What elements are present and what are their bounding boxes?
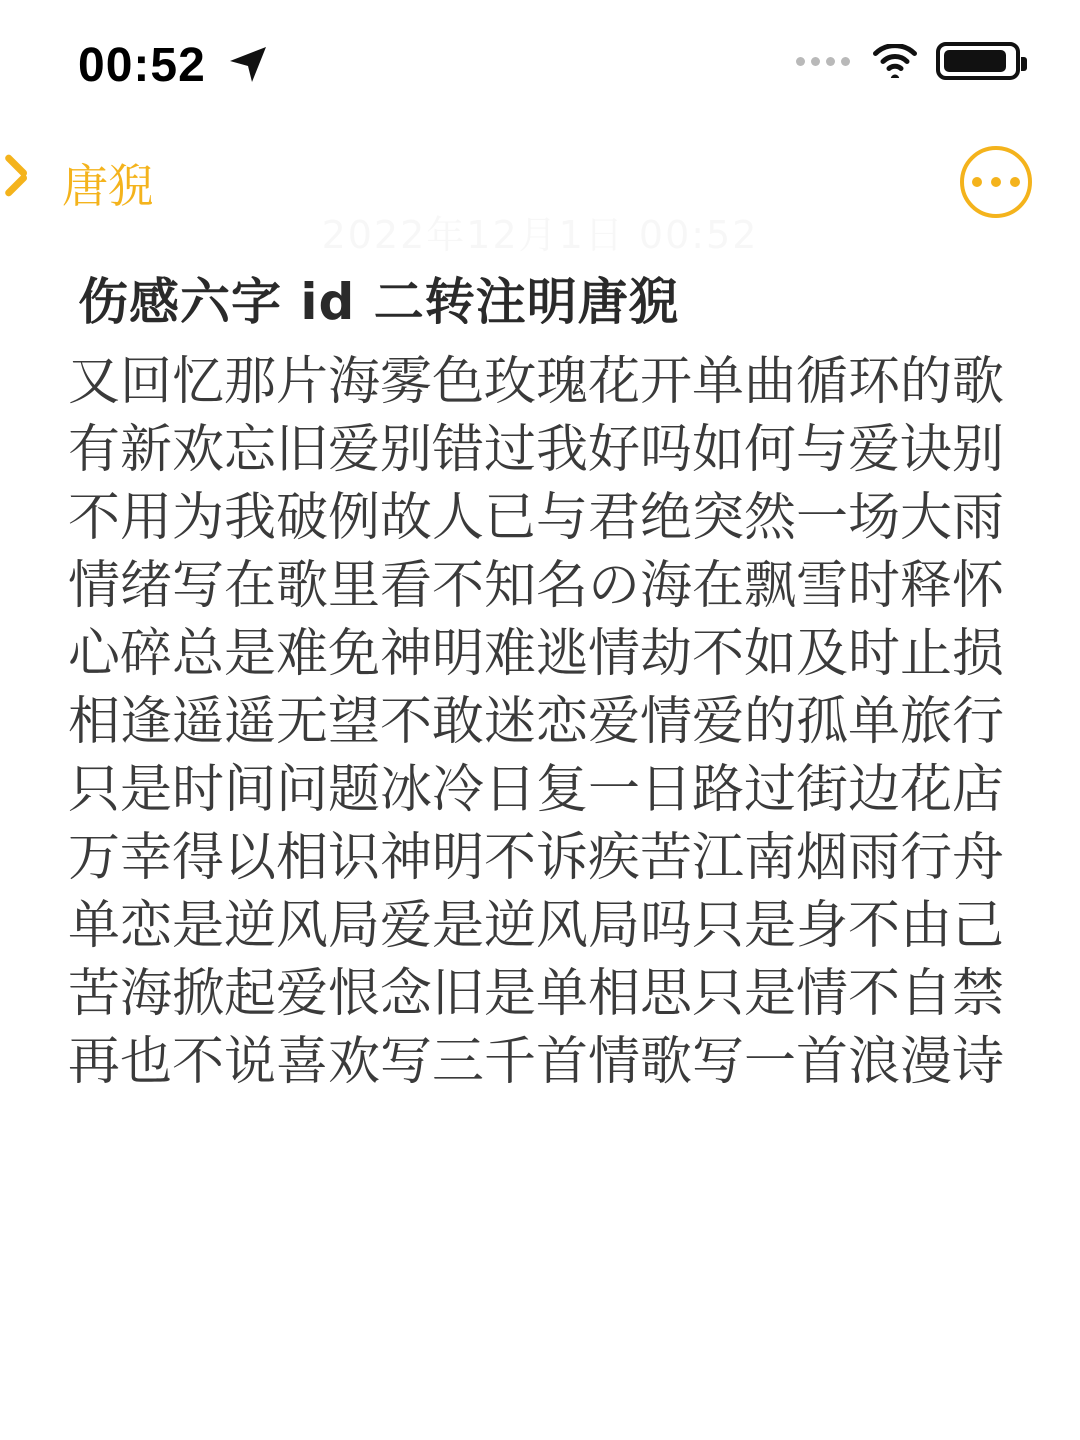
status-indicators <box>796 42 1020 80</box>
status-bar <box>0 0 1080 130</box>
id-name-item: 苦海掀起爱恨 <box>68 964 381 1024</box>
id-name-item: 神明难逃情劫 <box>380 624 693 684</box>
id-name-item: 再也不说喜欢 <box>68 1032 381 1092</box>
id-name-item: 看不知名の海 <box>380 556 693 616</box>
id-name-item: 情绪写在歌里 <box>68 556 381 616</box>
id-name-item: 单恋是逆风局 <box>68 896 381 956</box>
id-name-item: 万幸得以相识 <box>68 828 381 888</box>
status-time: 00:52 <box>78 39 206 92</box>
signal-dots-icon <box>796 57 850 66</box>
id-name-item: 念旧是单相思 <box>380 964 693 1024</box>
location-arrow-icon <box>228 44 268 84</box>
id-name-item: 不用为我破例 <box>68 488 381 548</box>
id-name-item: 只是时间问题 <box>68 760 381 820</box>
ellipsis-dot <box>991 177 1001 187</box>
id-name-item: 雾色玫瑰花开 <box>380 352 693 412</box>
id-name-item: 写三千首情歌 <box>380 1032 693 1092</box>
id-name-item: 有新欢忘旧爱 <box>68 420 381 480</box>
id-name-item: 只是情不自禁 <box>692 964 1005 1024</box>
post-title: 伤感六字 id 二转注明唐猊 <box>78 273 680 331</box>
id-name-item: 别错过我好吗 <box>380 420 693 480</box>
id-name-item: 冰冷日复一日 <box>380 760 693 820</box>
id-name-item: 相逢遥遥无望 <box>68 692 381 752</box>
id-name-item: 故人已与君绝 <box>380 488 693 548</box>
id-name-item: 如何与爱诀别 <box>692 420 1005 480</box>
ellipsis-dot <box>972 177 982 187</box>
wifi-icon <box>872 44 918 78</box>
id-name-item: 心碎总是难免 <box>68 624 381 684</box>
back-button-label: 唐猊 <box>62 159 154 213</box>
id-name-item: 写一首浪漫诗 <box>692 1032 1005 1092</box>
id-name-item: 突然一场大雨 <box>692 488 1005 548</box>
post-timestamp: 2022年12月1日 00:52 <box>321 213 759 257</box>
battery-full-icon <box>936 42 1020 80</box>
id-name-item: 在飘雪时释怀 <box>692 556 1005 616</box>
id-name-item: 只是身不由己 <box>692 896 1005 956</box>
id-name-item: 又回忆那片海 <box>68 352 381 412</box>
id-name-item: 不如及时止损 <box>692 624 1005 684</box>
id-name-grid <box>68 348 1080 1096</box>
id-name-item: 爱是逆风局吗 <box>380 896 693 956</box>
id-name-item: 不敢迷恋爱情 <box>380 692 693 752</box>
ellipsis-dot <box>1010 177 1020 187</box>
id-name-item: 路过街边花店 <box>692 760 1005 820</box>
id-name-item: 江南烟雨行舟 <box>692 828 1005 888</box>
id-name-item: 神明不诉疾苦 <box>380 828 693 888</box>
id-name-item: 单曲循环的歌 <box>692 352 1005 412</box>
id-name-item: 爱的孤单旅行 <box>692 692 1005 752</box>
chevron-left-icon <box>22 160 48 206</box>
post-content <box>0 262 1080 1096</box>
